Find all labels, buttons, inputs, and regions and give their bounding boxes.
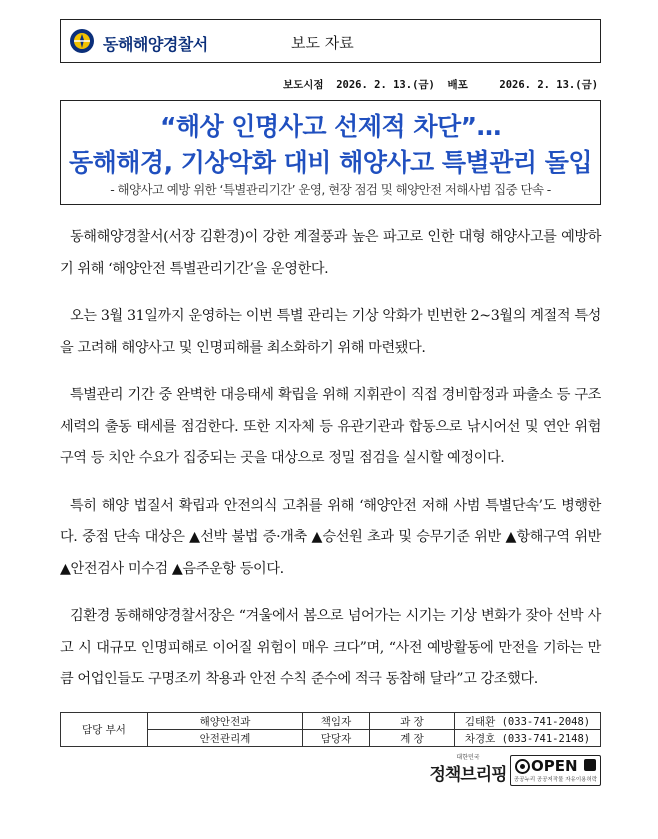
attribution-badge-icon (584, 759, 596, 771)
release-date-line: 보도시점 2026. 2. 13.(금) 배포 2026. 2. 13.(금) (283, 79, 599, 91)
article-body (60, 222, 601, 712)
paragraph: 김환경 동해해양경찰서장은 “겨울에서 봄으로 넘어가는 시기는 기상 변화가 잦아 선박 사고 시 대규모 인명피해로 이어질 위험이 매우 크다”며, “사전 예방활동에 만전을 기하는 만큼 어업인들도 구명조끼 착용과 안전 수칙 준수에 적극 동참해 달라”고 강조했다. (60, 608, 601, 687)
person-cell: 차경호 (033-741-2148) (455, 730, 601, 747)
contact-table (60, 712, 601, 747)
title-box (60, 100, 601, 205)
role-cell: 담당자 (303, 730, 370, 747)
contact-row (61, 713, 601, 730)
paragraph: 동해해양경찰서(서장 김환경)이 강한 계절풍과 높은 파고로 인한 대형 해양사고를 예방하기 위해 ‘해양안전 특별관리기간’을 운영한다. (60, 229, 601, 277)
paragraph: 특별관리 기간 중 완벽한 대응태세 확립을 위해 지휘관이 직접 경비함정과 파출소 등 구조세력의 출동 태세를 점검한다. 또한 지자체 등 유관기관과 합동으로 낚시어선 및 연안 위험구역 등 치안 수요가 집중되는 곳을 대상으로 정밀 점검을 실시할 예정이다. (60, 387, 601, 466)
doc-type: 보도 자료 (291, 34, 354, 52)
paragraph: 오는 3월 31일까지 운영하는 이번 특별 관리는 기상 악화가 빈번한 2~3월의 계절적 특성을 고려해 해양사고 및 인명피해를 최소화하기 위해 마련됐다. (60, 308, 601, 356)
open-label: OPEN (531, 757, 578, 775)
open-license-icon (515, 759, 530, 774)
title-cell: 과 장 (370, 713, 455, 730)
kogl-open-badge (510, 755, 601, 786)
coast-guard-emblem-icon (69, 28, 95, 54)
headline-line-1: “해상 인명사고 선제적 차단”… (159, 112, 502, 141)
headline-line-2: 동해해경, 기상악화 대비 해양사고 특별관리 돌입 (68, 148, 593, 177)
dept-line-2: 안전관리계 (148, 730, 303, 747)
role-cell: 책임자 (303, 713, 370, 730)
open-sub-text: 공공누리 공공저작물 자유이용허락 (513, 777, 598, 783)
org-name: 동해해양경찰서 (103, 35, 208, 54)
policy-briefing-logo (428, 752, 508, 792)
dept-label: 담당 부서 (61, 713, 148, 747)
title-cell: 계 장 (370, 730, 455, 747)
policy-logo-small-text: 대한민국 (456, 754, 480, 761)
dept-line-1: 해양안전과 (148, 713, 303, 730)
person-cell: 김태환 (033-741-2048) (455, 713, 601, 730)
subtitle: - 해양사고 예방 위한 ‘특별관리기간’ 운영, 현장 점검 및 해양안전 저해사범 집중 단속 - (110, 182, 551, 197)
policy-logo-text: 정책브리핑 (429, 765, 507, 785)
paragraph: 특히 해양 법질서 확립과 안전의식 고취를 위해 ‘해양안전 저해 사범 특별단속’도 병행한다. 중점 단속 대상은 ▲선박 불법 증·개축 ▲승선원 초과 및 승무기준 위반 ▲항해구역 위반 ▲안전검사 미수검 ▲음주운항 등이다. (60, 497, 601, 577)
header-box (60, 19, 601, 63)
